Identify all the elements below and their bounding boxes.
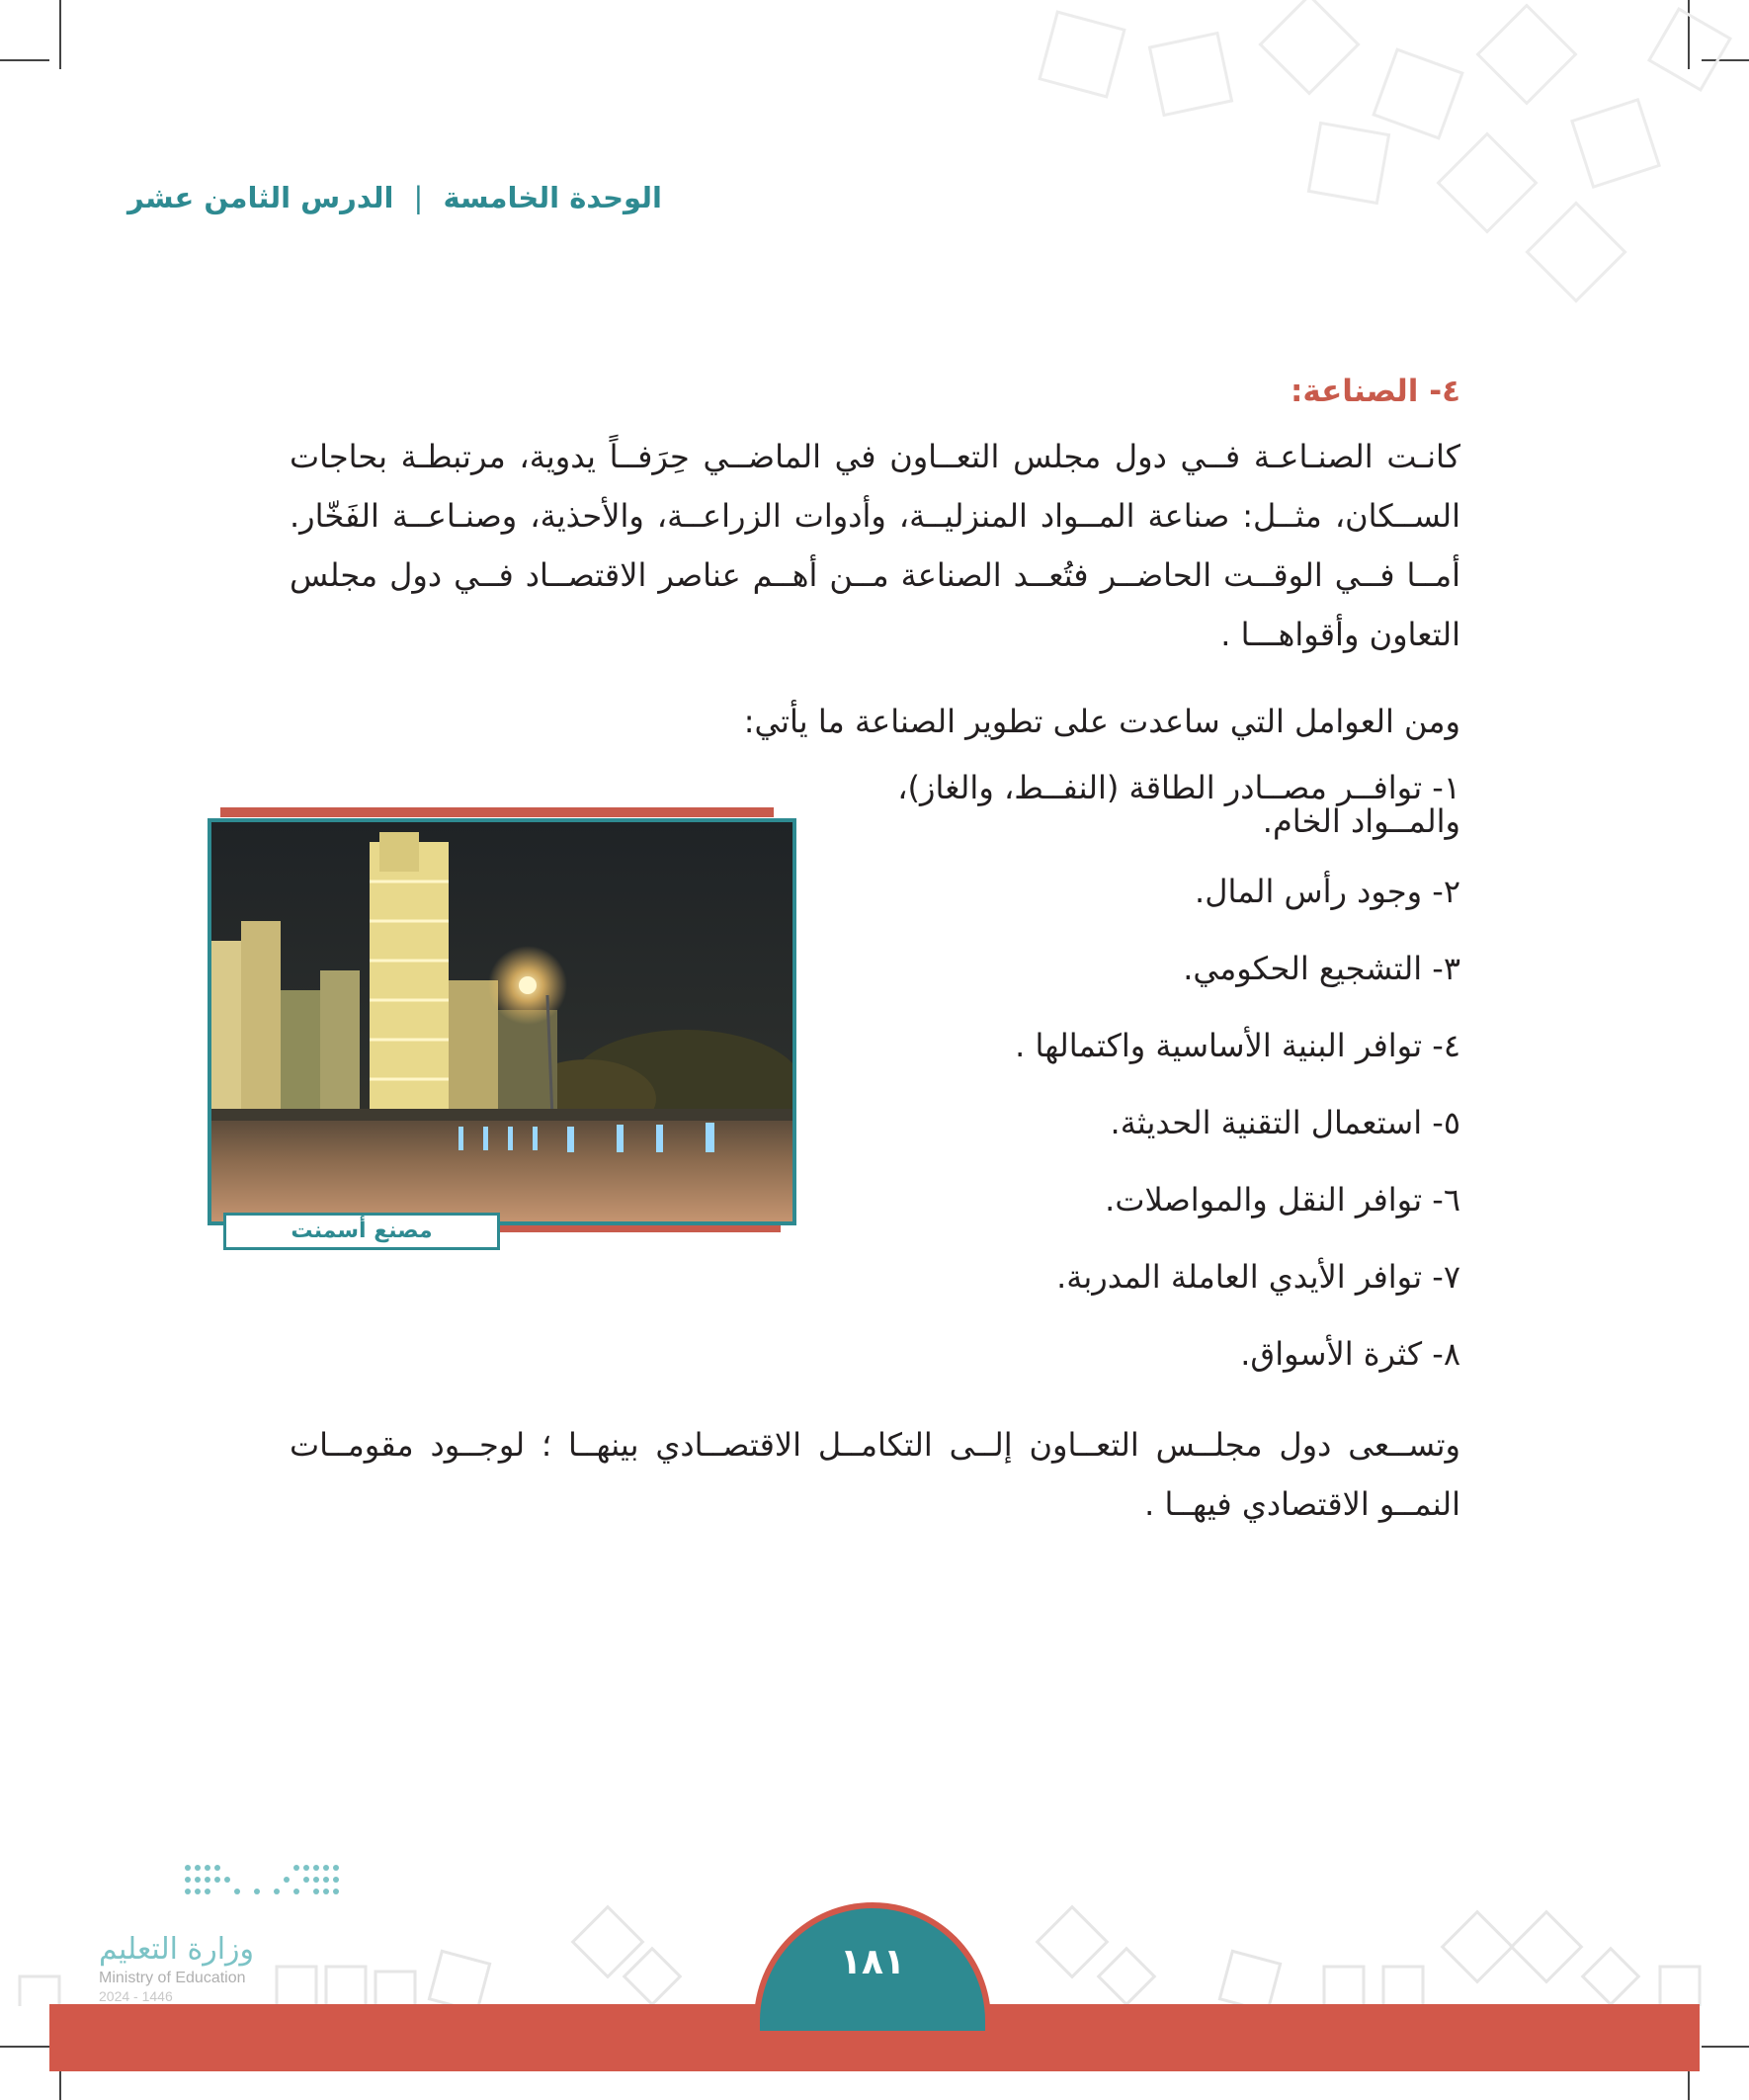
ministry-name-english: Ministry of Education <box>99 1970 246 1986</box>
running-header <box>127 181 662 214</box>
ministry-logo-dots <box>178 1858 356 1907</box>
list-item: ٢- وجود رأس المال. <box>1195 873 1460 910</box>
decorative-pattern <box>988 0 1749 326</box>
photo-accent-bar <box>220 807 774 817</box>
crop-mark <box>1702 2046 1749 2048</box>
lesson-label: الدرس الثامن عشر <box>126 181 394 214</box>
crop-mark <box>59 0 61 69</box>
page-number: ١٨١ <box>840 1942 905 1982</box>
edition-year: 2024 - 1446 <box>99 1988 173 2004</box>
list-item: ١- توافــر مصــادر الطاقة (النفــط، والغاز)، والمــواد الخام. <box>897 769 1460 840</box>
list-item: ٤- توافر البنية الأساسية واكتمالها . <box>1015 1027 1460 1064</box>
unit-label: الوحدة الخامسة <box>443 181 662 214</box>
ministry-name-arabic: وزارة التعليم <box>99 1932 255 1967</box>
list-item: ٨- كثرة الأسواق. <box>1240 1335 1460 1373</box>
list-item: ٦- توافر النقل والمواصلات. <box>1105 1181 1460 1218</box>
list-item: ٧- توافر الأيدي العاملة المدربة. <box>1056 1258 1460 1296</box>
closing-paragraph: وتســعى دول مجلــس التعــاون إلــى التكامــل الاقتصــادي بينهــا ؛ لوجــود مقومــات النمــو الاقتصادي فيهــا . <box>290 1426 1460 1523</box>
factors-intro: ومن العوامل التي ساعدت على تطوير الصناعة ما يأتي: <box>743 703 1460 740</box>
crop-mark <box>0 59 49 61</box>
header-separator: | <box>413 181 424 214</box>
factors-list <box>818 771 1460 1411</box>
factory-illustration <box>211 822 792 1221</box>
list-item: ٥- استعمال التقنية الحديثة. <box>1110 1104 1460 1141</box>
intro-paragraph: كانـت الصنـاعـة فــي دول مجلس التعــاون في الماضــي حِرَفــاً يدوية، مرتبطـة بحاجات الســكان، مثــل: صناعة المــواد المنزليــة، وأدوات الزراعــة، والأحذية، وصنـاعــة الفَخّار. أمــا فــي الوقــت الحاضــر فتُعــد الصناعة مــن أهــم عناصر الاقتصــاد فــي دول مجلس التعاون وأقواهـــا . <box>290 438 1460 653</box>
crop-mark <box>0 2046 49 2048</box>
list-item: ٣- التشجيع الحكومي. <box>1183 950 1460 987</box>
section-title: ٤- الصناعة: <box>1290 374 1460 409</box>
cement-factory-photo <box>208 818 796 1225</box>
photo-caption: مصنع أسمنت <box>223 1213 500 1250</box>
